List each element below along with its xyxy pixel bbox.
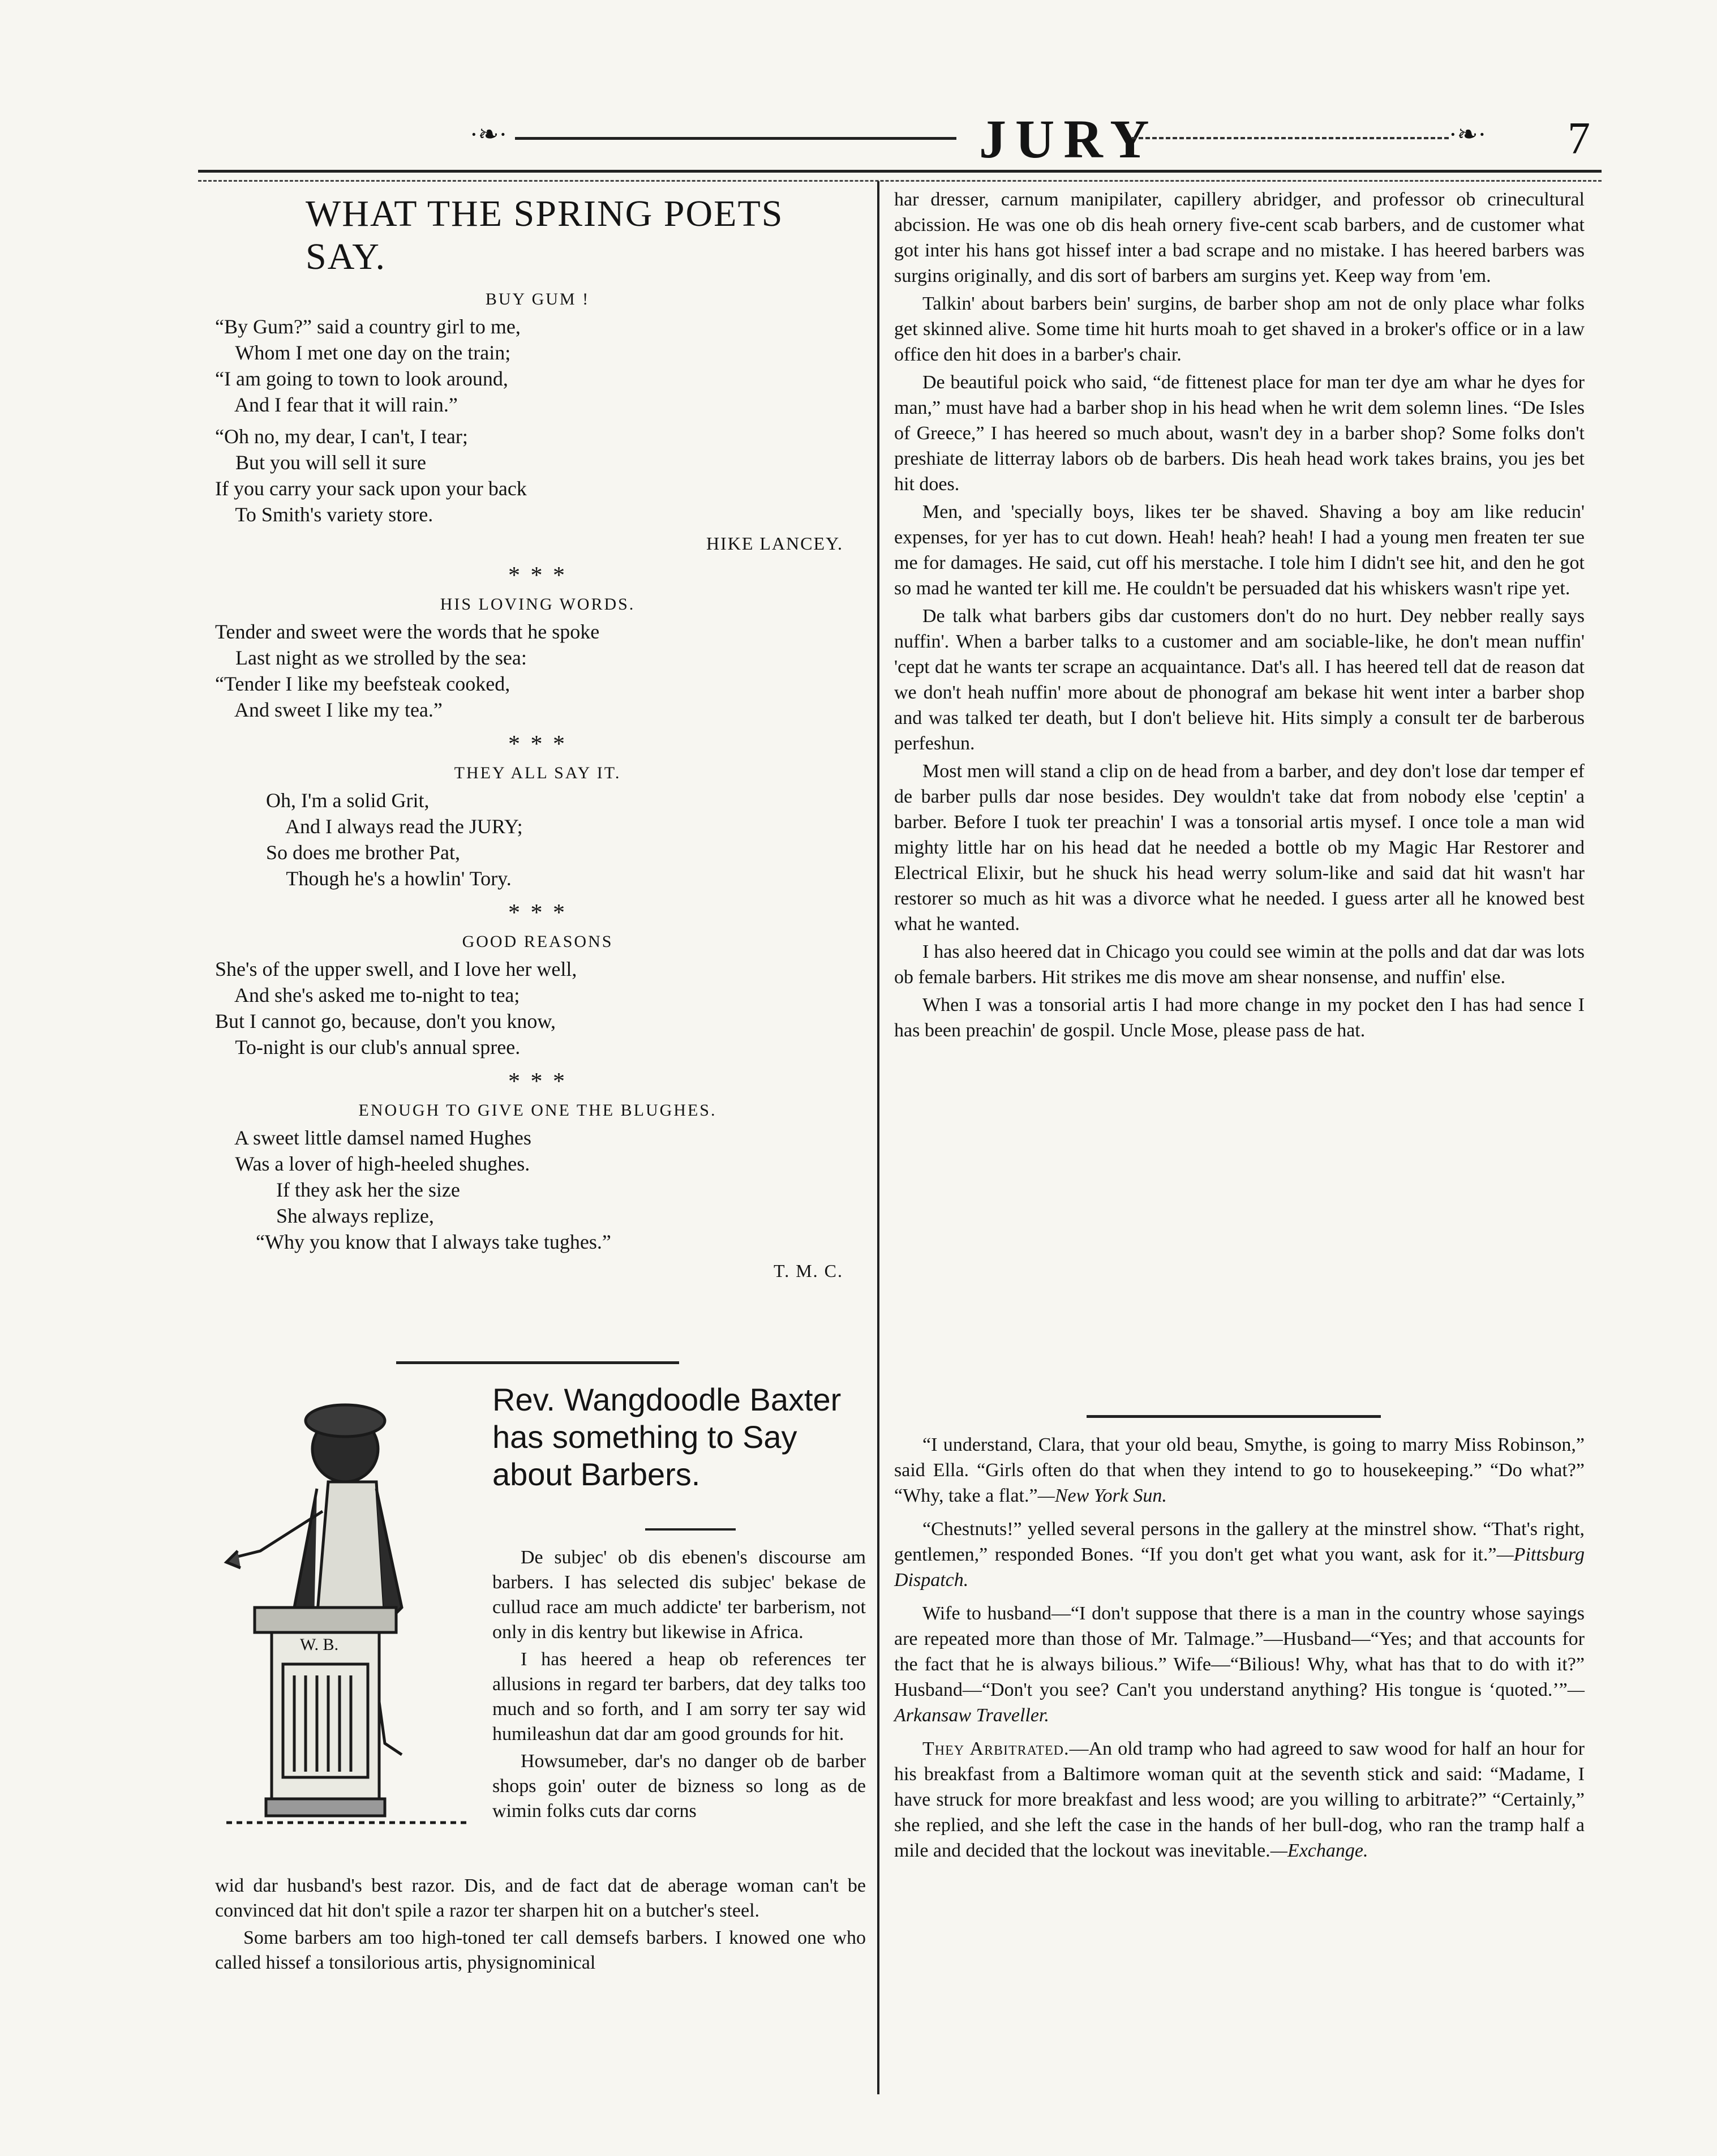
poem-heading: THEY ALL SAY IT. bbox=[454, 764, 621, 782]
short-item bbox=[894, 1736, 1585, 1863]
poem-line: “Tender I like my beefsteak cooked, bbox=[215, 672, 510, 695]
article-body-wide bbox=[215, 1874, 866, 1978]
article-paragraph: Howsumeber, dar's no danger ob de barber shops goin' outer de bizness so long as de wimin folks cuts dar corns bbox=[492, 1751, 866, 1821]
article-paragraph: De subjec' ob dis ebenen's discourse am barbers. I has selected dis subjec' bekase de cullud race am much addicte' ter barberism, not only in dis kentry but likewise in Africa. bbox=[492, 1547, 866, 1643]
poets-section bbox=[215, 192, 860, 1284]
short-item bbox=[894, 1516, 1585, 1593]
page-number: 7 bbox=[1568, 114, 1590, 164]
poem-line: Tender and sweet were the words that he spoke bbox=[215, 620, 600, 643]
article-title: Rev. Wangdoodle Baxter has something to Say about Barbers. bbox=[492, 1382, 842, 1492]
header-rule-dashed bbox=[198, 180, 1602, 182]
column-divider bbox=[877, 181, 879, 2094]
short-items bbox=[894, 1432, 1585, 1871]
masthead-rule-right bbox=[1132, 137, 1449, 139]
poem-signature: T. M. C. bbox=[774, 1261, 843, 1281]
poem-line: A sweet little damsel named Hughes bbox=[215, 1126, 531, 1149]
poem-stanza bbox=[215, 1125, 860, 1255]
ornamental-rule bbox=[396, 1361, 679, 1364]
article-paragraph: Some barbers am too high-toned ter call demsefs barbers. I knowed one who called hissef a tonsilorious artis, physignominical bbox=[215, 1927, 866, 1973]
masthead-rule-left bbox=[515, 137, 956, 140]
short-item bbox=[894, 1601, 1585, 1728]
item-text: —An old tramp who had agreed to saw wood for half an hour for his breakfast from a Baltimore woman quit at the seventh stick and said: “Madame, I have struck for more breakfast and less wood; are you willing to arbitrate?” “Certainly,” she replied, and she left the case in the hands of her bull-dog, who ran the tramp half a mile and decided that the lockout was inevitable. bbox=[894, 1738, 1585, 1861]
poem-line: But you will sell it sure bbox=[215, 451, 426, 474]
poem-line: If you carry your sack upon your back bbox=[215, 477, 527, 500]
article-paragraph: wid dar husband's best razor. Dis, and de fact dat de aberage woman can't be convinced dat hit don't spile a razor ter sharpen hit on a butcher's steel. bbox=[215, 1875, 866, 1921]
short-item bbox=[894, 1432, 1585, 1508]
ornament-right: ·❧· bbox=[1449, 121, 1487, 148]
poem-line: To Smith's variety store. bbox=[215, 503, 433, 526]
item-source: —Arkansaw Traveller. bbox=[894, 1679, 1585, 1726]
article-paragraph: De beautiful poick who said, “de fittenest place for man ter dye am whar he dyes for man,” must have had a barber shop in his head when he writ dem solemn lines. “De Isles of Greece,” I has heered so much about, wasn't dey in a barber shop? Some folks don't preshiate de litterray labors ob de barbers. Dis heah head work takes brains, you jes bet hit does. bbox=[894, 372, 1585, 495]
stars-separator: * * * bbox=[508, 731, 567, 757]
item-text: Wife to husband—“I don't suppose that there is a man in the country whose sayings are repeated more than those of Mr. Talmage.”—Husband—“Yes; and that accounts for the fact that he is always bilious.” Wife—“Bilious! Why, what has that to do with it?” Husband—“Don't you see? Can't you understand anything? His tongue is ‘quoted.’” bbox=[894, 1603, 1585, 1700]
poem-line: So does me brother Pat, bbox=[215, 841, 460, 864]
stars-separator: * * * bbox=[508, 1069, 567, 1095]
article-paragraph: har dresser, carnum manipilater, capillery abridger, and professor ob crinecultural abcission. He was one ob dis heah ornery five-cent scab barbers, and de customer what got inter his hans got hissef inter a bad scrape and no mistake. I has heered barbers was surgins originally, and dis sort of barbers am surgins yet. Keep way from 'em. bbox=[894, 189, 1585, 286]
poem-signature: HIKE LANCEY. bbox=[706, 533, 843, 554]
article-paragraph: I has heered a heap ob references ter allusions in regard ter barbers, dat dey talks too much and so forth, and I am sorry ter say wid humileashun dat dar am good grounds for hit. bbox=[492, 1649, 866, 1744]
item-lead: They Arbitrated. bbox=[922, 1738, 1070, 1759]
poem-line: And I fear that it will rain.” bbox=[215, 393, 458, 416]
article-paragraph: Talkin' about barbers bein' surgins, de barber shop am not de only place whar folks get skinned alive. Some time hit hurts moah to get shaved in a broker's office or in a law office den hit does in a barber's chair. bbox=[894, 293, 1585, 365]
stars-separator: * * * bbox=[508, 563, 567, 589]
ornamental-rule-right bbox=[1087, 1415, 1381, 1418]
poem-stanza bbox=[215, 956, 860, 1060]
poem-line: “I am going to town to look around, bbox=[215, 367, 508, 390]
ornament-left: ·❧· bbox=[470, 121, 508, 148]
item-text: “I understand, Clara, that your old beau, Smythe, is going to marry Miss Robinson,” said Ella. “Girls often do that when they intend to go to housekeeping.” “Do what?” “Why, take a flat.” bbox=[894, 1434, 1585, 1506]
preacher-cartoon bbox=[215, 1381, 481, 1834]
poem-heading: GOOD REASONS bbox=[462, 932, 613, 951]
poem-stanza bbox=[215, 423, 860, 528]
poem-line: And she's asked me to-night to tea; bbox=[215, 984, 520, 1006]
poem-line: “Oh no, my dear, I can't, I tear; bbox=[215, 425, 468, 448]
poem-heading: ENOUGH TO GIVE ONE THE BLUGHES. bbox=[358, 1101, 717, 1120]
masthead-title: JURY bbox=[979, 109, 1158, 169]
poem-line: She always replize, bbox=[215, 1205, 434, 1227]
item-source: —Exchange. bbox=[1270, 1840, 1368, 1861]
article-paragraph: Men, and 'specially boys, likes ter be shaved. Shaving a boy am like reducin' expenses, for yer has to cut down. Heah! heah? heah! I had a young men freaten ter sue me for damages. He said, cut off his merstache. I tole him I didn't see hit, and den he got so mad he wanted ter kill me. He couldn't be persuaded dat his whiskers wasn't ripe yet. bbox=[894, 502, 1585, 599]
poem-line: But I cannot go, because, don't you know, bbox=[215, 1010, 556, 1032]
article-paragraph: De talk what barbers gibs dar customers don't do no hurt. Dey nebber really says nuffin'. When a barber talks to a customer and am sociable-like, he don't mean nuffin' 'cept dat he wants ter scrape an acquaintance. Dat's all. I has heered tell dat de reason dat we don't heah nuffin' more about de phonograf am bekase hit went inter a barber shop and was talked ter death, but I don't believe hit. Hits simply a consult ter de barberous perfeshun. bbox=[894, 606, 1585, 754]
poem-line: Oh, I'm a solid Grit, bbox=[215, 789, 430, 812]
item-source: —New York Sun. bbox=[1037, 1485, 1167, 1506]
poem-line: Though he's a howlin' Tory. bbox=[215, 867, 512, 890]
poem-line: Whom I met one day on the train; bbox=[215, 341, 511, 364]
poem-line: “Why you know that I always take tughes.” bbox=[215, 1231, 611, 1253]
poem-list bbox=[215, 290, 860, 1281]
poem-line: And sweet I like my tea.” bbox=[215, 698, 443, 721]
header-rule bbox=[198, 170, 1602, 173]
section-title: WHAT THE SPRING POETS SAY. bbox=[306, 193, 784, 277]
poem-line: To-night is our club's annual spree. bbox=[215, 1036, 521, 1058]
masthead bbox=[198, 108, 1602, 170]
article-paragraph: Most men will stand a clip on de head from a barber, and dey don't lose dar temper ef de barber pulls dar nose besides. Dey wouldn't take dat from nobody else 'ceptin' a barber. Before I tuok ter preachin' I was a tonsorial artis mysef. I once tole a man wid mighty little har on his head dat he needed a bottle ob my Magic Har Restorer and Electrical Elixir, but he shuck his head werry solum-like and said dat hit wasn't har restorer so much as hit was a divorce what he needed. I guess arter all he knowed best what he wanted. bbox=[894, 761, 1585, 935]
lectern-label: W. B. bbox=[300, 1635, 339, 1654]
poem-line: Was a lover of high-heeled shughes. bbox=[215, 1152, 530, 1175]
preacher-illustration bbox=[215, 1381, 481, 1834]
poem-line: She's of the upper swell, and I love her well, bbox=[215, 958, 577, 980]
item-source: —Pittsburg Dispatch. bbox=[894, 1544, 1585, 1591]
poem-stanza bbox=[215, 619, 860, 723]
poem-line: “By Gum?” said a country girl to me, bbox=[215, 315, 521, 338]
article-paragraph: I has also heered dat in Chicago you could see wimin at the polls and dat dar was lots ob female barbers. Hit strikes me dis move am shear nonsense, and nuffin' else. bbox=[894, 941, 1585, 988]
stars-separator: * * * bbox=[508, 900, 567, 926]
poem-stanza bbox=[215, 314, 860, 418]
title-rule bbox=[645, 1528, 736, 1531]
poem-line: Last night as we strolled by the sea: bbox=[215, 646, 527, 669]
article-paragraph: When I was a tonsorial artis I had more change in my pocket den I has had sence I has been preachin' de gospil. Uncle Mose, please pass de hat. bbox=[894, 995, 1585, 1041]
poem-line: And I always read the JURY; bbox=[215, 815, 523, 838]
poem-heading: HIS LOVING WORDS. bbox=[440, 595, 636, 614]
article-body-right bbox=[894, 187, 1585, 1045]
poem-stanza bbox=[215, 787, 860, 891]
item-text: “Chestnuts!” yelled several persons in the gallery at the minstrel show. “That's right, gentlemen,” responded Bones. “If you don't get what you want, ask for it.” bbox=[894, 1519, 1585, 1565]
poem-line: If they ask her the size bbox=[215, 1178, 460, 1201]
article-body-narrow bbox=[492, 1545, 866, 1826]
poem-heading: BUY GUM ! bbox=[485, 290, 590, 308]
